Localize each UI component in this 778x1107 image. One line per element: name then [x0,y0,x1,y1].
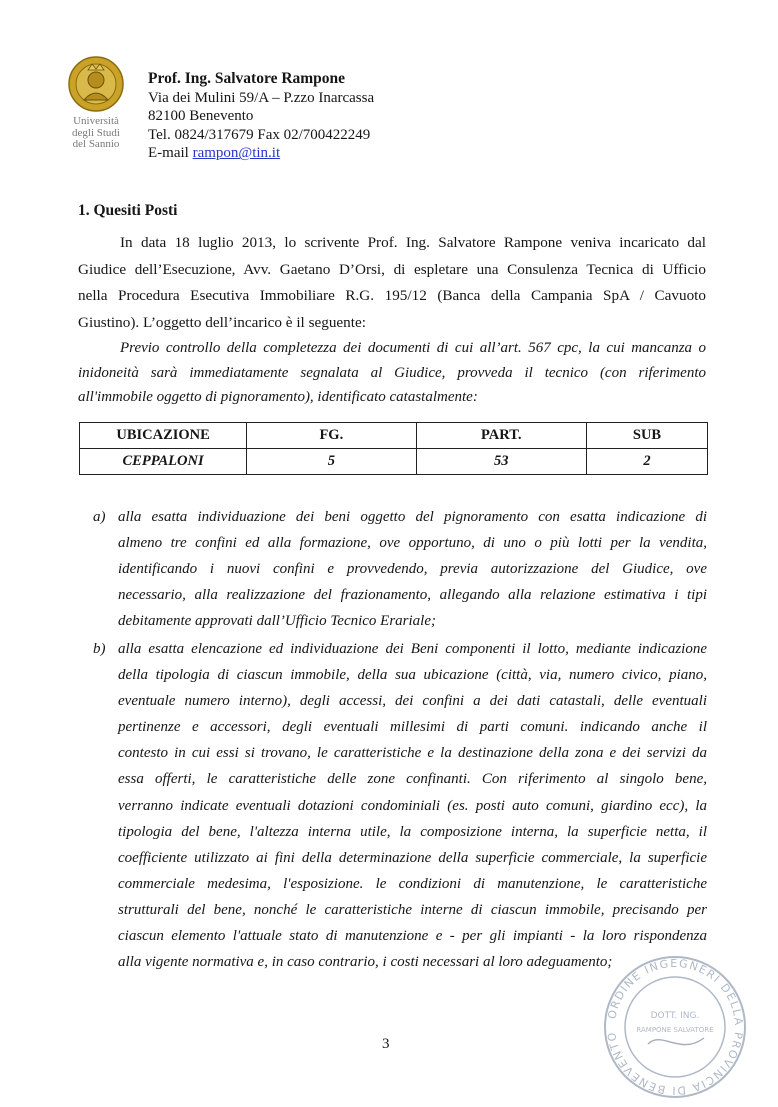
list-line: identificando i nuovi confini e provvedendo, previa autorizzazione del Giudice, ove [118,561,707,578]
list-line: verranno indicate eventuali dotazioni condominiali (es. posti auto comuni, giardino ecc), la [118,797,707,814]
page-number: 3 [382,1036,390,1052]
list-item-text [118,504,707,634]
intro-paragraph [78,230,706,336]
letterhead-contact [148,70,374,163]
list-line: eventuale numero interno), degli accessi, dei confini a dei dati catastali, delle eventuali [118,693,707,710]
list-line: strutturali del bene, nonché le caratteristiche interne di ciascun immobile, precisando per [118,901,707,918]
stamp-inner-line: RAMPONE SALVATORE [636,1026,714,1034]
stamp-inner-line: DOTT. ING. [650,1011,700,1021]
author-phone: Tel. 0824/317679 Fax 02/700422249 [148,126,371,143]
author-address: Via dei Mulini 59/A – P.zzo Inarcassa [148,89,375,106]
author-name: Prof. Ing. Salvatore Rampone [148,70,346,87]
author-email-line [148,144,374,163]
table-header-cell: PART. [416,423,587,449]
email-label: E-mail [148,145,193,162]
table-row [80,449,708,475]
quote-line: all'immobile oggetto di pignoramento), identificato catastalmente: [78,389,478,405]
list-line: necessario, alla realizzazione del frazionamento, allegando alla relazione estimativa i tipi [118,587,707,604]
table-header-row [80,423,708,449]
list-marker: a) [93,509,106,525]
email-link[interactable]: rampon@tin.it [192,145,281,162]
list-item-text [118,636,707,975]
list-marker: b) [93,641,106,657]
list-line: contesto in cui essi si trovano, le caratteristiche e la destinazione della zona e dei servizi da [118,745,707,762]
quote-line: inidoneità sarà immediatamente segnalata al Giudice, provveda il tecnico (con riferimento [78,364,706,381]
stamp-outer-text: ORDINE INGEGNERI DELLA PROVINCIA DI BENEVENTO [605,956,746,1098]
table-header-cell: FG. [247,423,416,449]
quote-paragraph [78,336,706,410]
table-cell: 53 [416,449,587,475]
list-line: almeno tre confini ed alla formazione, ove opportuno, di uno o più lotti per la vendita, [118,535,707,552]
list-line: alla esatta elencazione ed individuazione dei Beni componenti il lotto, mediante indicazione [118,641,707,657]
intro-line: In data 18 luglio 2013, lo scrivente Prof. Ing. Salvatore Rampone veniva incaricato dal [120,234,706,251]
university-line: Università [73,115,119,127]
table-cell: CEPPALONI [80,449,247,475]
list-line: coefficiente utilizzato ai fini della determinazione della superficie commerciale, la superficie [118,849,707,866]
table-cell: 5 [247,449,416,475]
list-line: essa offerti, le caratteristiche delle zone confinanti. Con riferimento al singolo bene, [118,771,707,788]
table-cell: 2 [587,449,708,475]
author-city: 82100 Benevento [148,108,254,125]
stamp-icon [600,952,750,1102]
list-line: tipologia del bene, l'altezza interna utile, la composizione interna, la superficie netta, il [118,823,707,840]
university-line: degli Studi [72,126,120,139]
cadastral-table [79,422,708,475]
professional-stamp [600,952,750,1102]
section-heading: 1. Quesiti Posti [78,202,178,219]
intro-line: Giustino). L’oggetto dell’incarico è il seguente: [78,313,366,331]
intro-line: nella Procedura Esecutiva Immobiliare R.G. 195/12 (Banca della Campania SpA / Cavuoto [78,287,706,304]
list-line: commerciale medesima, l'esposizione. le condizioni di manutenzione, le caratteristiche [118,875,707,892]
list-line: pertinenze e accessori, degli eventuali millesimi di parti comuni. indicando anche il [118,719,707,736]
table-header-cell: UBICAZIONE [80,423,247,449]
table-header-cell: SUB [587,423,708,449]
quote-line: Previo controllo della completezza dei documenti di cui all’art. 567 cpc, la cui mancanza o [120,340,706,356]
university-name [56,116,136,151]
intro-line: Giudice dell’Esecuzione, Avv. Gaetano D’Orsi, di espletare una Consulenza Tecnica di Ufficio [78,260,706,278]
list-line: debitamente approvati dall’Ufficio Tecnico Erariale; [118,613,437,630]
list-line: alla esatta individuazione dei beni oggetto del pignoramento con esatta indicazione di [118,509,707,525]
university-line: del Sannio [72,138,120,150]
seal-icon [68,56,124,112]
list-line: ciascun elemento l'attuale stato di manutenzione e - per gli impianti - la loro rispondenza [118,928,707,945]
list-line: della tipologia di ciascun immobile, della sua ubicazione (città, via, numero civico, piano, [118,667,707,684]
list-line: alla vigente normativa e, in caso contrario, i costi necessari al loro adeguamento; [118,954,613,971]
